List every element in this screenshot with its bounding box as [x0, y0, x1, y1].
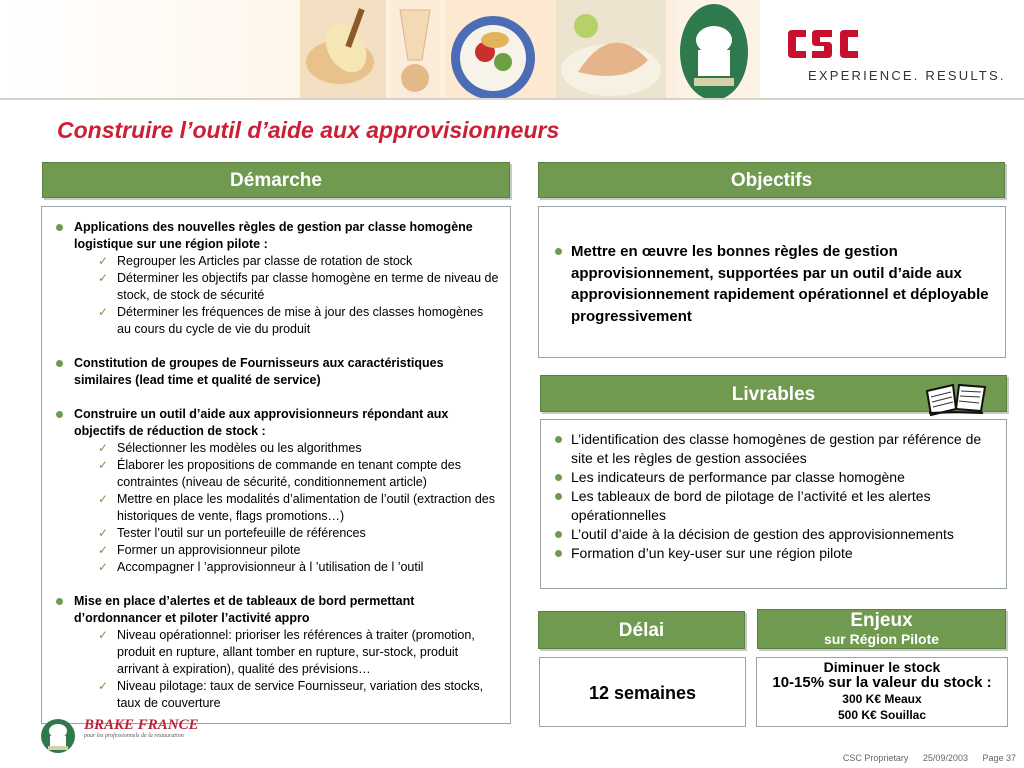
demarche-subitem-text: Former un approvisionneur pilote — [117, 543, 301, 557]
footer-proprietary: CSC Proprietary — [842, 753, 909, 763]
livrables-heading: Livrables — [540, 375, 1007, 412]
bullet-dot-icon — [56, 598, 63, 605]
demarche-list — [54, 219, 500, 712]
demarche-subitem — [94, 678, 500, 712]
checkmark-icon: ✓ — [98, 441, 109, 455]
demarche-sublist — [94, 253, 500, 338]
demarche-item — [54, 593, 500, 712]
delai-heading: Délai — [538, 611, 745, 649]
brake-france-logo-icon — [40, 716, 76, 754]
demarche-subitem — [94, 457, 500, 491]
demarche-subitem — [94, 491, 500, 525]
demarche-heading: Démarche — [42, 162, 510, 198]
food-photo-glass — [390, 0, 440, 100]
demarche-subitem-text: Niveau pilotage: taux de service Fournisseur, variation des stocks, taux de couverture — [117, 679, 484, 710]
demarche-subitem-text: Sélectionner les modèles ou les algorithmes — [117, 441, 362, 455]
bullet-dot-icon — [555, 248, 562, 255]
livrables-item — [553, 544, 996, 563]
objectifs-item-text: Mettre en œuvre les bonnes règles de gestion approvisionnement, supportées par un outil d’aide aux approvisionnement rapidement opérationnel et déployable progressivement — [571, 243, 989, 325]
demarche-item — [54, 355, 500, 389]
bullet-dot-icon — [56, 224, 63, 231]
demarche-subitem — [94, 440, 500, 457]
page-title: Construire l’outil d’aide aux approvisionneurs — [57, 117, 560, 143]
livrables-item-text: Les tableaux de bord de pilotage de l’activité et les alertes opérationnelles — [571, 488, 931, 523]
livrables-item-text: Les indicateurs de performance par classe homogène — [571, 469, 905, 485]
bullet-dot-icon — [555, 474, 562, 481]
demarche-subitem — [94, 559, 500, 576]
demarche-subitem-text: Mettre en place les modalités d’alimentation de l’outil (extraction des historiques de vente, flags promotions…) — [117, 492, 495, 523]
header-divider — [0, 98, 1024, 100]
enjeux-line: 300 K€ Meaux — [842, 692, 922, 706]
demarche-item-text: Constitution de groupes de Fournisseurs aux caractéristiques similaires (lead time et qualité de service) — [74, 356, 444, 387]
livrables-item — [553, 430, 996, 468]
enjeux-panel — [756, 657, 1008, 727]
demarche-item-text: Applications des nouvelles règles de gestion par classe homogène logistique sur une région pilote : — [74, 220, 473, 251]
delai-panel — [539, 657, 746, 727]
enjeux-line: Diminuer le stock — [823, 659, 941, 675]
food-photo-plate — [556, 0, 666, 100]
demarche-subitem-text: Accompagner l ’approvisionneur à l ’utilisation de l ’outil — [117, 560, 424, 574]
enjeux-subtitle: sur Région Pilote — [823, 631, 940, 647]
demarche-item — [54, 406, 500, 576]
enjeux-line: 10-15% sur la valeur du stock : — [772, 674, 992, 691]
footer-page-number: Page 37 — [982, 753, 1016, 763]
demarche-subitem-text: Tester l’outil sur un portefeuille de références — [117, 526, 366, 540]
food-photo-dish — [445, 0, 545, 100]
demarche-sublist — [94, 627, 500, 712]
objectifs-panel — [538, 206, 1006, 358]
demarche-subitem — [94, 627, 500, 678]
bullet-dot-icon — [56, 360, 63, 367]
checkmark-icon: ✓ — [98, 560, 109, 574]
demarche-panel — [41, 206, 511, 724]
demarche-subitem — [94, 253, 500, 270]
bullet-dot-icon — [555, 550, 562, 557]
objectifs-item — [553, 241, 993, 327]
footer — [831, 753, 1016, 763]
enjeux-line: 500 K€ Souillac — [837, 708, 927, 722]
demarche-subitem — [94, 304, 500, 338]
checkmark-icon: ✓ — [98, 543, 109, 557]
checkmark-icon: ✓ — [98, 458, 109, 472]
demarche-subitem-text: Déterminer les fréquences de mise à jour des classes homogènes au cours du cycle de vie du produit — [117, 305, 484, 336]
checkmark-icon: ✓ — [98, 492, 109, 506]
food-photo-cheese — [300, 0, 386, 100]
demarche-subitem-text: Niveau opérationnel: prioriser les références à traiter (promotion, produit en rupture, allant tomber en rupture, sur-stock, produit arrivant à expiration), qualité des prévisions… — [117, 628, 475, 676]
livrables-item-text: Formation d’un key-user sur une région pilote — [571, 545, 853, 561]
checkmark-icon: ✓ — [98, 305, 109, 319]
demarche-subitem — [94, 525, 500, 542]
enjeux-title: Enjeux — [850, 610, 913, 631]
demarche-item — [54, 219, 500, 338]
checkmark-icon: ✓ — [98, 628, 109, 642]
demarche-subitem-text: Déterminer les objectifs par classe homogène en terme de niveau de stock, de stock de sécurité — [117, 271, 499, 302]
open-book-icon — [923, 381, 989, 417]
bullet-dot-icon — [555, 531, 562, 538]
demarche-item-text: Mise en place d’alertes et de tableaux de bord permettant d’ordonnancer et piloter l’activité appro — [74, 594, 415, 625]
objectifs-heading: Objectifs — [538, 162, 1005, 198]
food-photo-chef-logo — [676, 0, 748, 100]
checkmark-icon: ✓ — [98, 679, 109, 693]
enjeux-heading — [757, 609, 1006, 649]
livrables-list — [553, 430, 996, 563]
brake-france-slogan: pour les professionnels de la restauration — [84, 733, 184, 739]
demarche-sublist — [94, 440, 500, 576]
footer-date: 25/09/2003 — [922, 753, 968, 763]
food-photo-strip — [0, 0, 760, 100]
demarche-subitem — [94, 542, 500, 559]
bullet-dot-icon — [56, 411, 63, 418]
csc-tagline: EXPERIENCE. RESULTS. — [808, 68, 1006, 83]
demarche-subitem-text: Élaborer les propositions de commande en tenant compte des contraintes (niveau de sécurité, conditionnement article) — [117, 458, 461, 489]
checkmark-icon: ✓ — [98, 271, 109, 285]
header-banner — [0, 0, 1024, 100]
bullet-dot-icon — [555, 436, 562, 443]
livrables-panel — [540, 419, 1007, 589]
livrables-item — [553, 525, 996, 544]
demarche-subitem — [94, 270, 500, 304]
livrables-item-text: L’outil d’aide à la décision de gestion des approvisionnements — [571, 526, 954, 542]
demarche-subitem-text: Regrouper les Articles par classe de rotation de stock — [117, 254, 413, 268]
objectifs-list — [553, 241, 993, 327]
checkmark-icon: ✓ — [98, 526, 109, 540]
livrables-item — [553, 468, 996, 487]
csc-logo-icon — [786, 26, 862, 62]
delai-value: 12 semaines — [588, 683, 697, 703]
livrables-item-text: L’identification des classe homogènes de gestion par référence de site et les règles de gestion associées — [571, 431, 982, 466]
demarche-item-text: Construire un outil d’aide aux approvisionneurs répondant aux objectifs de réduction de stock : — [74, 407, 449, 438]
checkmark-icon: ✓ — [98, 254, 109, 268]
livrables-item — [553, 487, 996, 525]
bullet-dot-icon — [555, 493, 562, 500]
brake-france-logo-text: BRAKE FRANCE — [84, 717, 199, 733]
